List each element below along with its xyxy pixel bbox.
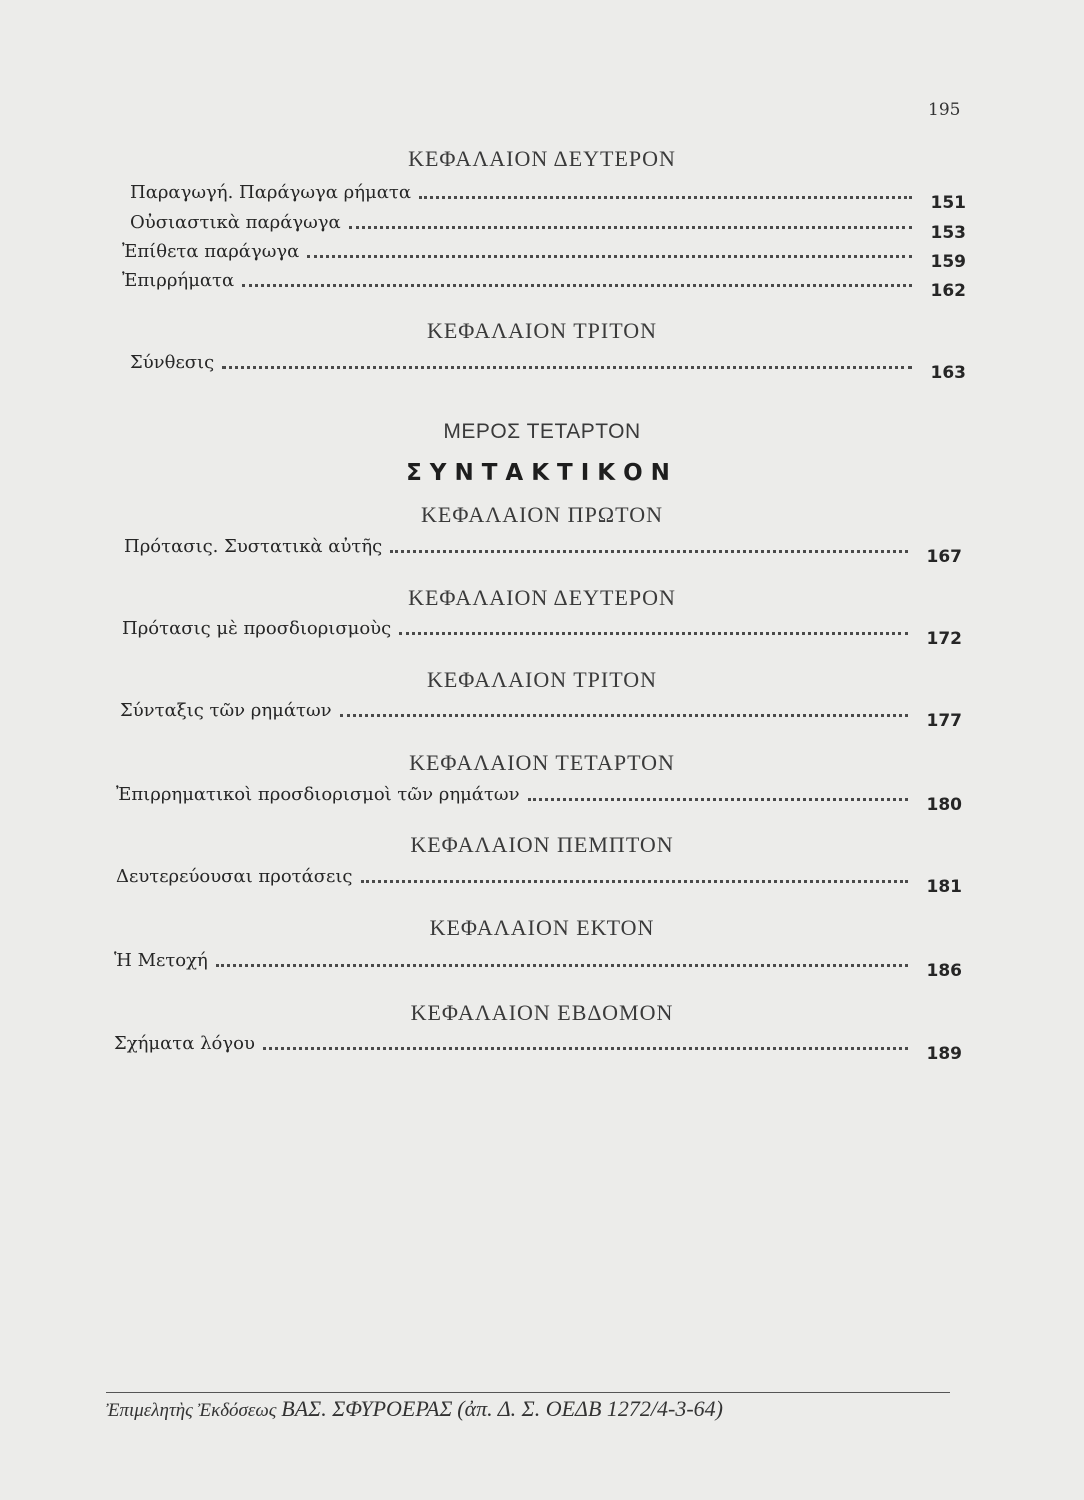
toc-entry-page: 172 [926, 629, 962, 649]
toc-entry-page: 163 [930, 363, 966, 383]
toc-entry [130, 212, 966, 243]
toc-entry-title: Πρότασις. Συστατικὰ αὐτῆς [124, 536, 383, 557]
footer-reference: (ἀπ. Δ. Σ. ΟΕΔΒ 1272/4-3-64) [457, 1396, 724, 1421]
chapter-heading: ΚΕΦΑΛΑΙΟΝ ΠΕΜΠΤΟΝ [410, 832, 674, 857]
toc-entry [130, 182, 966, 213]
toc-entry-title: Σύνταξις τῶν ρημάτων [120, 700, 332, 721]
chapter-heading: ΚΕΦΑΛΑΙΟΝ ΤΡΙΤΟΝ [426, 318, 658, 343]
toc-entry [116, 866, 962, 897]
chapter-heading: ΚΕΦΑΛΑΙΟΝ ΤΕΤΑΡΤΟΝ [409, 750, 675, 775]
toc-entry-title: Παραγωγή. Παράγωγα ρήματα [130, 182, 412, 203]
page-number: 195 [928, 100, 961, 120]
toc-entry-title: Δευτερεύουσαι προτάσεις [116, 866, 353, 887]
toc-entry-page: 189 [926, 1044, 962, 1064]
dot-leader [399, 632, 908, 635]
chapter-heading: ΚΕΦΑΛΑΙΟΝ ΔΕΥΤΕΡΟΝ [408, 585, 676, 610]
chapter-heading: ΚΕΦΑΛΑΙΟΝ ΕΚΤΟΝ [429, 915, 655, 940]
chapter-heading: ΚΕΦΑΛΑΙΟΝ ΠΡΩΤΟΝ [421, 502, 663, 527]
toc-entry-page: 167 [926, 547, 962, 567]
dot-leader [263, 1047, 908, 1050]
toc-entry [114, 1033, 962, 1064]
toc-entry-page: 151 [930, 193, 966, 213]
toc-entry [124, 536, 962, 567]
toc-entry-page: 177 [926, 711, 962, 731]
toc-entry-page: 153 [930, 223, 966, 243]
dot-leader [361, 880, 908, 883]
toc-entry-page: 186 [926, 961, 962, 981]
chapter-heading: ΚΕΦΑΛΑΙΟΝ ΔΕΥΤΕΡΟΝ [408, 146, 676, 171]
chapter-heading: ΚΕΦΑΛΑΙΟΝ ΕΒΔΟΜΟΝ [410, 1000, 674, 1025]
dot-leader [340, 714, 908, 717]
toc-entry [122, 270, 966, 301]
toc-entry-title: Ἡ Μετοχή [114, 950, 208, 971]
toc-entry-page: 162 [930, 281, 966, 301]
toc-entry-title: Ἐπιρρηματικοὶ προσδιορισμοὶ τῶν ρημάτων [116, 784, 520, 805]
toc-entry-title: Πρότασις μὲ προσδιορισμοὺς [122, 618, 392, 639]
toc-entry [116, 784, 962, 815]
toc-entry-page: 180 [926, 795, 962, 815]
part-title: ΣΥΝΤΑΚΤΙΚΟΝ [406, 460, 678, 486]
dot-leader [528, 798, 908, 801]
dot-leader [390, 550, 908, 553]
toc-entry-title: Σύνθεσις [130, 352, 215, 373]
footer-editor-name: ΒΑΣ. ΣΦΥΡΟΕΡΑΣ [281, 1396, 453, 1421]
toc-entry-title: Οὐσιαστικὰ παράγωγα [130, 212, 341, 233]
toc-entry-title: Ἐπίθετα παράγωγα [122, 241, 300, 262]
part-heading: ΜΕΡΟΣ ΤΕΤΑΡΤΟΝ [443, 420, 641, 443]
imprint-footer [106, 1396, 723, 1422]
dot-leader [222, 366, 912, 369]
chapter-heading: ΚΕΦΑΛΑΙΟΝ ΤΡΙΤΟΝ [426, 667, 658, 692]
dot-leader [349, 226, 912, 229]
toc-entry [122, 618, 962, 649]
dot-leader [307, 255, 912, 258]
toc-entry [114, 950, 962, 981]
dot-leader [419, 196, 912, 199]
toc-entry [120, 700, 962, 731]
toc-entry-title: Ἐπιρρήματα [122, 270, 235, 291]
toc-entry-page: 159 [930, 252, 966, 272]
toc-entry-title: Σχήματα λόγου [114, 1033, 255, 1054]
toc-entry [122, 241, 966, 272]
toc-entry [130, 352, 966, 383]
footer-rule [106, 1392, 950, 1393]
dot-leader [216, 964, 908, 967]
footer-label: Ἐπιμελητὴς Ἐκδόσεως [106, 1400, 277, 1421]
dot-leader [242, 284, 912, 287]
toc-entry-page: 181 [926, 877, 962, 897]
